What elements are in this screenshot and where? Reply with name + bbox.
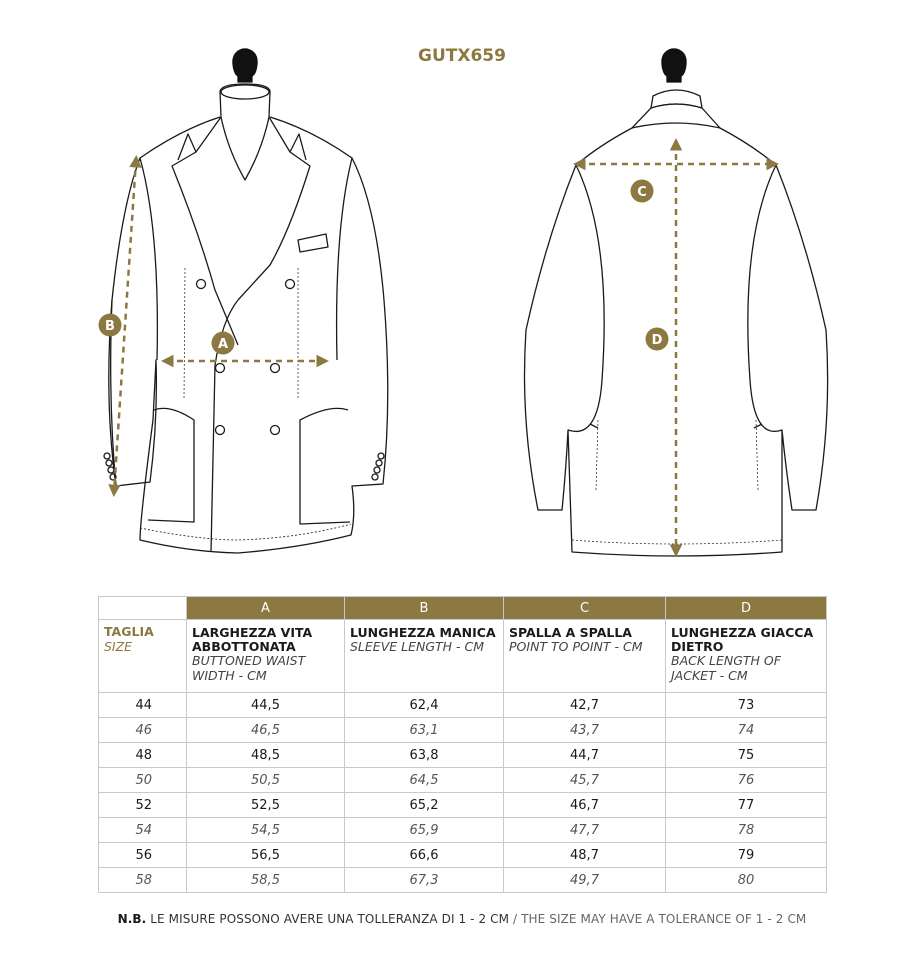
cell-d: 73 <box>666 693 827 718</box>
cell-size: 44 <box>99 693 187 718</box>
measure-b-label: B <box>105 319 115 334</box>
cell-a: 48,5 <box>187 743 345 768</box>
cell-c: 48,7 <box>504 843 666 868</box>
column-header-b-it: LUNGHEZZA MANICA <box>350 625 496 640</box>
tolerance-note <box>0 912 924 926</box>
cell-c: 43,7 <box>504 718 666 743</box>
cell-a: 54,5 <box>187 818 345 843</box>
column-header-b <box>345 620 504 693</box>
table-body <box>99 693 827 893</box>
cell-d: 76 <box>666 768 827 793</box>
cell-d: 80 <box>666 868 827 893</box>
cell-b: 64,5 <box>345 768 504 793</box>
measure-b-badge <box>99 314 122 337</box>
cell-c: 46,7 <box>504 793 666 818</box>
cell-size: 54 <box>99 818 187 843</box>
note-prefix: N.B. <box>117 912 147 926</box>
column-header-c-en: POINT TO POINT - CM <box>509 639 643 654</box>
measure-c-badge <box>631 180 654 203</box>
cell-d: 77 <box>666 793 827 818</box>
note-english: THE SIZE MAY HAVE A TOLERANCE OF 1 - 2 CM <box>521 912 807 926</box>
column-header-c <box>504 620 666 693</box>
cell-d: 75 <box>666 743 827 768</box>
column-letter-b: B <box>345 597 504 620</box>
measure-d-badge <box>646 328 669 351</box>
table-row <box>99 868 827 893</box>
column-header-a <box>187 620 345 693</box>
cell-a: 58,5 <box>187 868 345 893</box>
measure-c-label: C <box>637 185 647 200</box>
cell-b: 62,4 <box>345 693 504 718</box>
table-row <box>99 793 827 818</box>
cell-d: 79 <box>666 843 827 868</box>
cell-c: 45,7 <box>504 768 666 793</box>
column-letter-a: A <box>187 597 345 620</box>
table-row <box>99 693 827 718</box>
cell-a: 52,5 <box>187 793 345 818</box>
table-row <box>99 768 827 793</box>
cell-c: 44,7 <box>504 743 666 768</box>
jacket-front-drawing <box>104 49 388 553</box>
size-label-en: SIZE <box>104 639 133 654</box>
column-header-c-it: SPALLA A SPALLA <box>509 625 632 640</box>
cell-b: 63,1 <box>345 718 504 743</box>
column-header-d <box>666 620 827 693</box>
cell-a: 56,5 <box>187 843 345 868</box>
note-italian: LE MISURE POSSONO AVERE UNA TOLLERANZA DI 1 - 2 CM <box>150 912 510 926</box>
cell-c: 49,7 <box>504 868 666 893</box>
cell-d: 78 <box>666 818 827 843</box>
column-header-d-it: LUNGHEZZA GIACCA DIETRO <box>671 625 814 654</box>
cell-a: 44,5 <box>187 693 345 718</box>
cell-b: 65,2 <box>345 793 504 818</box>
size-header <box>99 620 187 693</box>
column-header-b-en: SLEEVE LENGTH - CM <box>350 639 485 654</box>
measure-d-label: D <box>651 333 663 348</box>
cell-size: 58 <box>99 868 187 893</box>
cell-b: 63,8 <box>345 743 504 768</box>
product-code: GUTX659 <box>418 46 506 66</box>
table-row <box>99 818 827 843</box>
note-separator: / <box>513 912 518 926</box>
measure-a-badge <box>212 332 235 355</box>
table-row <box>99 718 827 743</box>
column-header-d-en: BACK LENGTH OF JACKET - CM <box>671 653 781 683</box>
cell-size: 48 <box>99 743 187 768</box>
measure-a-label: A <box>217 337 229 352</box>
cell-c: 47,7 <box>504 818 666 843</box>
column-letter-d: D <box>666 597 827 620</box>
cell-size: 50 <box>99 768 187 793</box>
column-header-a-en: BUTTONED WAIST WIDTH - CM <box>192 653 306 683</box>
cell-size: 52 <box>99 793 187 818</box>
column-header-a-it: LARGHEZZA VITA ABBOTTONATA <box>192 625 313 654</box>
column-letter-c: C <box>504 597 666 620</box>
cell-size: 46 <box>99 718 187 743</box>
cell-c: 42,7 <box>504 693 666 718</box>
cell-b: 67,3 <box>345 868 504 893</box>
corner-cell <box>99 597 187 620</box>
size-label-it: TAGLIA <box>104 624 154 639</box>
cell-a: 50,5 <box>187 768 345 793</box>
table-row <box>99 843 827 868</box>
table-row <box>99 743 827 768</box>
cell-b: 65,9 <box>345 818 504 843</box>
cell-b: 66,6 <box>345 843 504 868</box>
cell-size: 56 <box>99 843 187 868</box>
size-table <box>98 596 827 893</box>
cell-d: 74 <box>666 718 827 743</box>
cell-a: 46,5 <box>187 718 345 743</box>
